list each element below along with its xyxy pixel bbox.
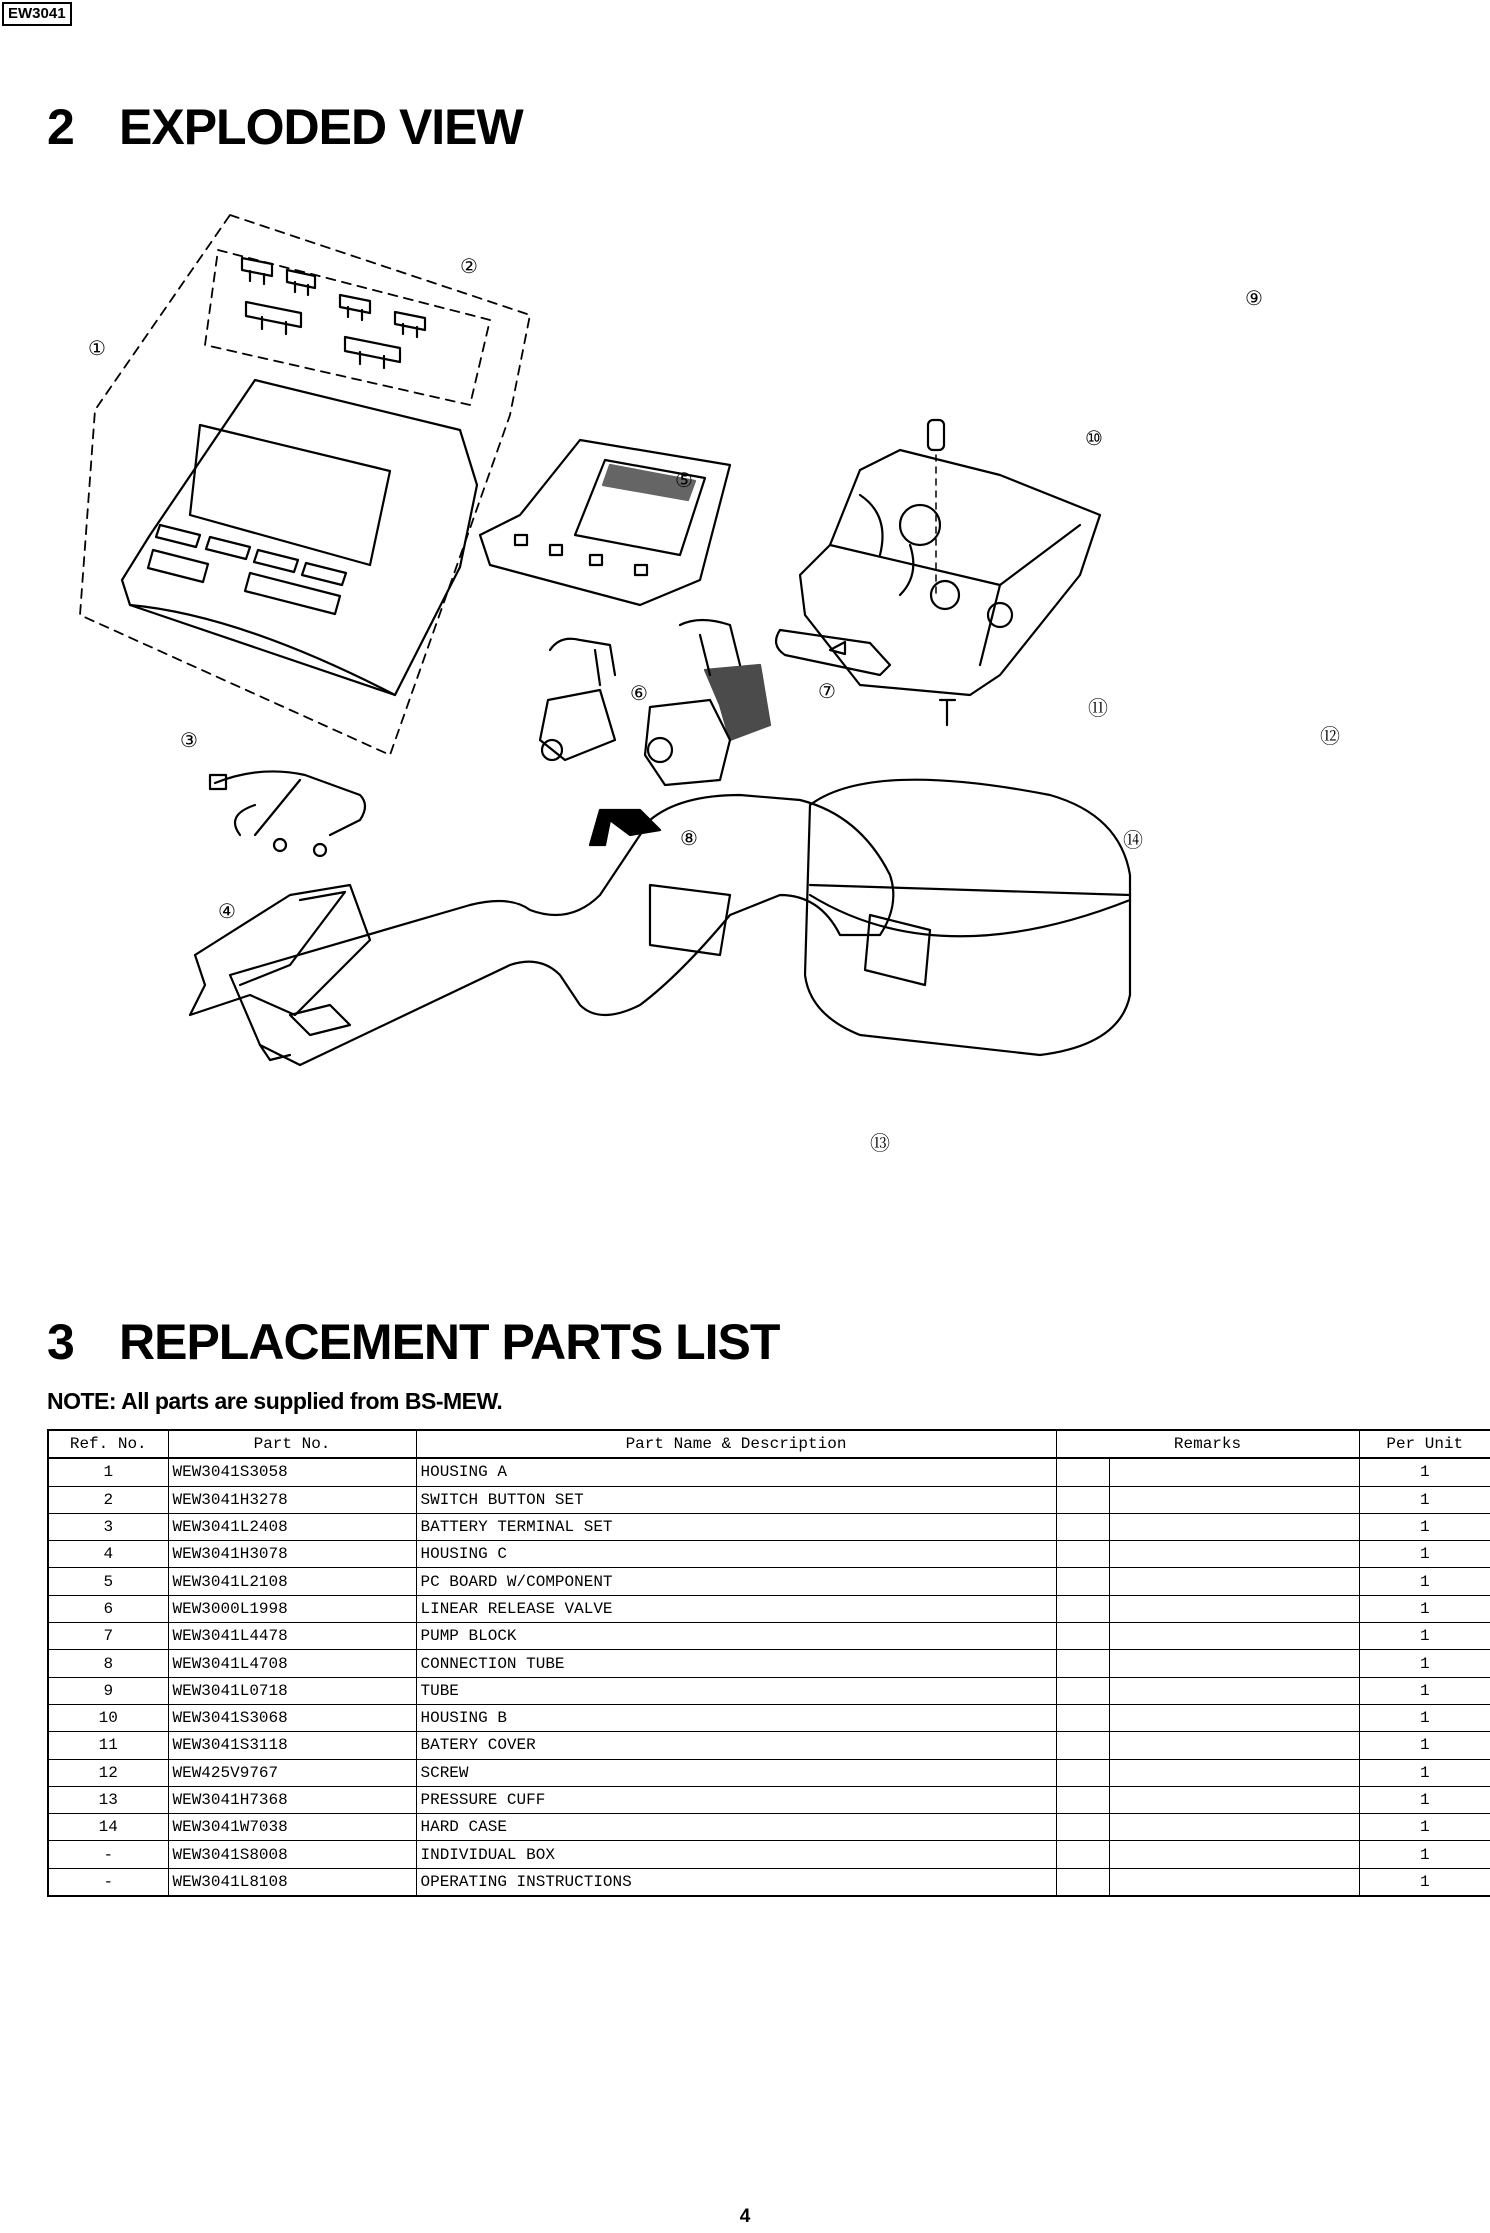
remarks-extra-cell <box>1109 1513 1359 1540</box>
housing-c <box>190 885 370 1015</box>
table-row <box>48 1759 1490 1786</box>
remarks-cell <box>1056 1732 1109 1759</box>
callout-10: ⑩ <box>1085 426 1103 450</box>
table-header-row <box>48 1430 1490 1458</box>
per-unit-cell: 1 <box>1359 1595 1490 1622</box>
parts-list-heading <box>47 1313 779 1371</box>
remarks-extra-cell <box>1109 1623 1359 1650</box>
table-row <box>48 1458 1490 1486</box>
ref-no-cell: 6 <box>48 1595 168 1622</box>
remarks-extra-cell <box>1109 1541 1359 1568</box>
callout-2: ② <box>460 254 478 278</box>
col-part-no: Part No. <box>168 1430 416 1458</box>
part-no-cell: WEW3041L4478 <box>168 1623 416 1650</box>
callout-13: ⑬ <box>870 1131 890 1155</box>
table-row <box>48 1841 1490 1868</box>
remarks-cell <box>1056 1704 1109 1731</box>
part-no-cell: WEW3041W7038 <box>168 1814 416 1841</box>
description-cell: HARD CASE <box>416 1814 1056 1841</box>
per-unit-cell: 1 <box>1359 1786 1490 1813</box>
remarks-cell <box>1056 1623 1109 1650</box>
ref-no-cell: 7 <box>48 1623 168 1650</box>
col-description: Part Name & Description <box>416 1430 1056 1458</box>
col-remarks: Remarks <box>1056 1430 1359 1458</box>
remarks-cell <box>1056 1841 1109 1868</box>
table-row <box>48 1623 1490 1650</box>
remarks-cell <box>1056 1458 1109 1486</box>
table-row <box>48 1868 1490 1896</box>
remarks-cell <box>1056 1786 1109 1813</box>
callout-12: ⑫ <box>1320 724 1340 748</box>
pump-block <box>645 620 770 785</box>
remarks-extra-cell <box>1109 1841 1359 1868</box>
exploded-view-heading <box>47 98 523 156</box>
table-row <box>48 1595 1490 1622</box>
per-unit-cell: 1 <box>1359 1841 1490 1868</box>
part-no-cell: WEW3041L4708 <box>168 1650 416 1677</box>
description-cell: CONNECTION TUBE <box>416 1650 1056 1677</box>
callout-5: ⑤ <box>675 468 693 492</box>
per-unit-cell: 1 <box>1359 1732 1490 1759</box>
switch-button-set <box>242 258 425 368</box>
per-unit-cell: 1 <box>1359 1814 1490 1841</box>
remarks-extra-cell <box>1109 1759 1359 1786</box>
part-no-cell: WEW425V9767 <box>168 1759 416 1786</box>
callout-7: ⑦ <box>818 679 836 703</box>
per-unit-cell: 1 <box>1359 1568 1490 1595</box>
remarks-cell <box>1056 1814 1109 1841</box>
remarks-cell <box>1056 1513 1109 1540</box>
per-unit-cell: 1 <box>1359 1868 1490 1896</box>
remarks-cell <box>1056 1595 1109 1622</box>
screw <box>940 700 955 725</box>
description-cell: SWITCH BUTTON SET <box>416 1486 1056 1513</box>
linear-release-valve <box>540 639 615 760</box>
part-no-cell: WEW3041L8108 <box>168 1868 416 1896</box>
callout-3: ③ <box>180 728 198 752</box>
parts-table-body <box>48 1458 1490 1896</box>
callout-14: ⑭ <box>1123 828 1143 852</box>
battery-terminal-set <box>210 771 365 856</box>
remarks-cell <box>1056 1650 1109 1677</box>
remarks-extra-cell <box>1109 1814 1359 1841</box>
description-cell: PUMP BLOCK <box>416 1623 1056 1650</box>
page-number: 4 <box>739 2206 751 2227</box>
per-unit-cell: 1 <box>1359 1704 1490 1731</box>
remarks-extra-cell <box>1109 1732 1359 1759</box>
description-cell: BATERY COVER <box>416 1732 1056 1759</box>
description-cell: SCREW <box>416 1759 1056 1786</box>
ref-no-cell: 2 <box>48 1486 168 1513</box>
part-no-cell: WEW3041L2108 <box>168 1568 416 1595</box>
description-cell: PC BOARD W/COMPONENT <box>416 1568 1056 1595</box>
callout-9: ⑨ <box>1245 286 1263 310</box>
callout-11: ⑪ <box>1088 696 1108 720</box>
part-no-cell: WEW3041H7368 <box>168 1786 416 1813</box>
description-cell: HOUSING A <box>416 1458 1056 1486</box>
table-row <box>48 1732 1490 1759</box>
hard-case <box>805 780 1130 1055</box>
remarks-cell <box>1056 1677 1109 1704</box>
description-cell: HOUSING C <box>416 1541 1056 1568</box>
per-unit-cell: 1 <box>1359 1677 1490 1704</box>
table-row <box>48 1650 1490 1677</box>
part-no-cell: WEW3041L0718 <box>168 1677 416 1704</box>
table-row <box>48 1677 1490 1704</box>
connection-tube <box>590 810 660 845</box>
ref-no-cell: 4 <box>48 1541 168 1568</box>
part-no-cell: WEW3041S3118 <box>168 1732 416 1759</box>
callout-8: ⑧ <box>680 826 698 850</box>
table-row <box>48 1568 1490 1595</box>
remarks-extra-cell <box>1109 1786 1359 1813</box>
part-no-cell: WEW3041H3078 <box>168 1541 416 1568</box>
ref-no-cell: 10 <box>48 1704 168 1731</box>
exploded-view-diagram <box>40 195 1460 1225</box>
part-no-cell: WEW3041H3278 <box>168 1486 416 1513</box>
part-no-cell: WEW3000L1998 <box>168 1595 416 1622</box>
table-row <box>48 1814 1490 1841</box>
table-row <box>48 1513 1490 1540</box>
ref-no-cell: 13 <box>48 1786 168 1813</box>
remarks-extra-cell <box>1109 1704 1359 1731</box>
ref-no-cell: 14 <box>48 1814 168 1841</box>
remarks-cell <box>1056 1868 1109 1896</box>
ref-no-cell: 9 <box>48 1677 168 1704</box>
per-unit-cell: 1 <box>1359 1486 1490 1513</box>
section-number: 3 <box>47 1314 74 1370</box>
remarks-extra-cell <box>1109 1677 1359 1704</box>
description-cell: OPERATING INSTRUCTIONS <box>416 1868 1056 1896</box>
supply-note: NOTE: All parts are supplied from BS-MEW. <box>47 1388 503 1414</box>
pc-board <box>480 440 730 605</box>
table-row <box>48 1786 1490 1813</box>
part-no-cell: WEW3041S3058 <box>168 1458 416 1486</box>
per-unit-cell: 1 <box>1359 1541 1490 1568</box>
ref-no-cell: 5 <box>48 1568 168 1595</box>
section-title: REPLACEMENT PARTS LIST <box>119 1314 780 1370</box>
col-per-unit: Per Unit <box>1359 1430 1490 1458</box>
table-row <box>48 1486 1490 1513</box>
remarks-extra-cell <box>1109 1458 1359 1486</box>
switch-set-boundary <box>205 250 490 405</box>
description-cell: BATTERY TERMINAL SET <box>416 1513 1056 1540</box>
remarks-cell <box>1056 1568 1109 1595</box>
housing-a-boundary <box>80 215 530 755</box>
description-cell: TUBE <box>416 1677 1056 1704</box>
ref-no-cell: 11 <box>48 1732 168 1759</box>
part-no-cell: WEW3041L2408 <box>168 1513 416 1540</box>
callout-6: ⑥ <box>630 681 648 705</box>
remarks-extra-cell <box>1109 1595 1359 1622</box>
description-cell: INDIVIDUAL BOX <box>416 1841 1056 1868</box>
part-no-cell: WEW3041S8008 <box>168 1841 416 1868</box>
table-row <box>48 1704 1490 1731</box>
callout-1: ① <box>88 336 106 360</box>
housing-b <box>800 450 1100 695</box>
replacement-parts-table <box>47 1429 1490 1897</box>
per-unit-cell: 1 <box>1359 1650 1490 1677</box>
remarks-extra-cell <box>1109 1568 1359 1595</box>
per-unit-cell: 1 <box>1359 1623 1490 1650</box>
part-no-cell: WEW3041S3068 <box>168 1704 416 1731</box>
ref-no-cell: 12 <box>48 1759 168 1786</box>
battery-cover <box>776 630 890 675</box>
table-row <box>48 1541 1490 1568</box>
callout-4: ④ <box>218 899 236 923</box>
description-cell: LINEAR RELEASE VALVE <box>416 1595 1056 1622</box>
section-number: 2 <box>47 99 74 155</box>
description-cell: PRESSURE CUFF <box>416 1786 1056 1813</box>
model-tag: EW3041 <box>2 2 72 26</box>
per-unit-cell: 1 <box>1359 1759 1490 1786</box>
per-unit-cell: 1 <box>1359 1513 1490 1540</box>
remarks-extra-cell <box>1109 1868 1359 1896</box>
housing-a <box>122 380 477 695</box>
col-ref-no: Ref. No. <box>48 1430 168 1458</box>
remarks-cell <box>1056 1759 1109 1786</box>
description-cell: HOUSING B <box>416 1704 1056 1731</box>
ref-no-cell: 1 <box>48 1458 168 1486</box>
remarks-cell <box>1056 1486 1109 1513</box>
remarks-extra-cell <box>1109 1486 1359 1513</box>
ref-no-cell: - <box>48 1841 168 1868</box>
ref-no-cell: 3 <box>48 1513 168 1540</box>
section-title: EXPLODED VIEW <box>119 99 523 155</box>
ref-no-cell: 8 <box>48 1650 168 1677</box>
remarks-cell <box>1056 1541 1109 1568</box>
per-unit-cell: 1 <box>1359 1458 1490 1486</box>
remarks-extra-cell <box>1109 1650 1359 1677</box>
ref-no-cell: - <box>48 1868 168 1896</box>
